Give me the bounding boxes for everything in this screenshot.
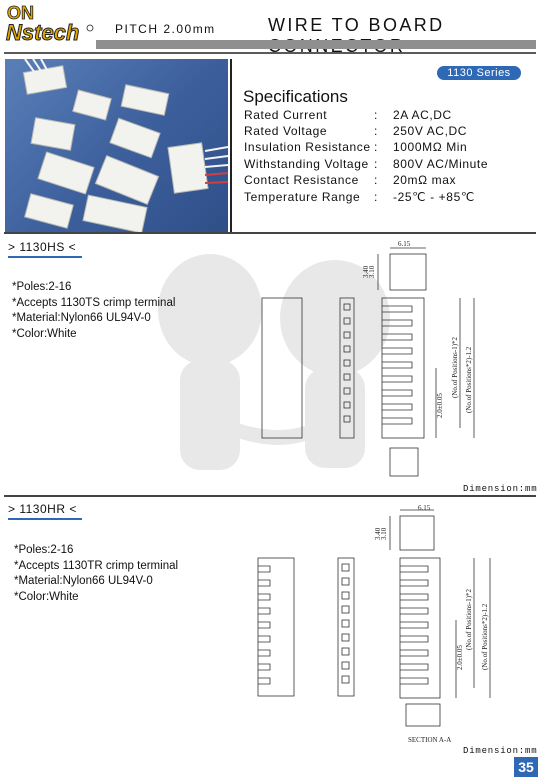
section-1130hr-dimension-note: Dimension:mm [463, 746, 538, 756]
feature-terminal: *Accepts 1130TR crimp terminal [14, 559, 179, 572]
svg-text:Nstech: Nstech [6, 20, 80, 44]
product-photo [5, 59, 228, 232]
header-bar [96, 40, 536, 49]
svg-text:(No.of Positions*2)-1.2: (No.of Positions*2)-1.2 [481, 603, 489, 670]
svg-text:(No.of Positions-1)*2: (No.of Positions-1)*2 [465, 588, 473, 650]
series-badge: 1130 Series [437, 66, 521, 80]
feature-color: *Color:White [14, 590, 79, 603]
pitch-label: PITCH 2.00mm [115, 22, 216, 36]
section-1130hs-underline [8, 256, 82, 258]
svg-text:3.40: 3.40 [362, 265, 370, 278]
section-1130hr-label: > 1130HR < [8, 502, 77, 516]
page-title: WIRE TO BOARD [268, 15, 445, 35]
section-1130hs-dimension-note: Dimension:mm [463, 484, 538, 494]
feature-color: *Color:White [12, 327, 77, 340]
section-1130hr-underline [8, 518, 82, 520]
svg-text:2.0±0.05: 2.0±0.05 [456, 645, 464, 670]
section-divider-2 [4, 495, 536, 497]
feature-poles: *Poles:2-16 [12, 281, 72, 293]
svg-text:6.15: 6.15 [418, 504, 431, 512]
section-aa-label: SECTION A-A [408, 736, 452, 744]
feature-terminal: *Accepts 1130TS crimp terminal [12, 296, 176, 309]
svg-text:(No.of Positions*2)-1.2: (No.of Positions*2)-1.2 [465, 346, 473, 413]
svg-text:2.0±0.05: 2.0±0.05 [436, 393, 444, 418]
section-1130hr-drawing [250, 500, 530, 750]
section-1130hs-features [12, 280, 175, 342]
page-number: 35 [514, 757, 538, 777]
feature-poles: *Poles:2-16 [14, 544, 74, 556]
feature-material: *Material:Nylon66 UL94V-0 [14, 575, 153, 587]
svg-text:3.40: 3.40 [374, 527, 382, 540]
section-divider [4, 232, 536, 234]
specifications-title: Specifications [243, 87, 348, 106]
section-1130hs-drawing [250, 238, 530, 498]
svg-text:3.10: 3.10 [368, 265, 376, 278]
svg-text:ON: ON [7, 3, 34, 23]
feature-material: *Material:Nylon66 UL94V-0 [12, 312, 151, 324]
svg-text:6.15: 6.15 [398, 240, 411, 248]
section-1130hs-label: > 1130HS < [8, 240, 77, 254]
nstech-logo [4, 2, 96, 44]
svg-text:3.10: 3.10 [380, 527, 388, 540]
svg-text:(No.of Positions-1)*2: (No.of Positions-1)*2 [451, 336, 459, 398]
section-1130hr-features [14, 543, 178, 605]
header-divider [4, 52, 536, 54]
